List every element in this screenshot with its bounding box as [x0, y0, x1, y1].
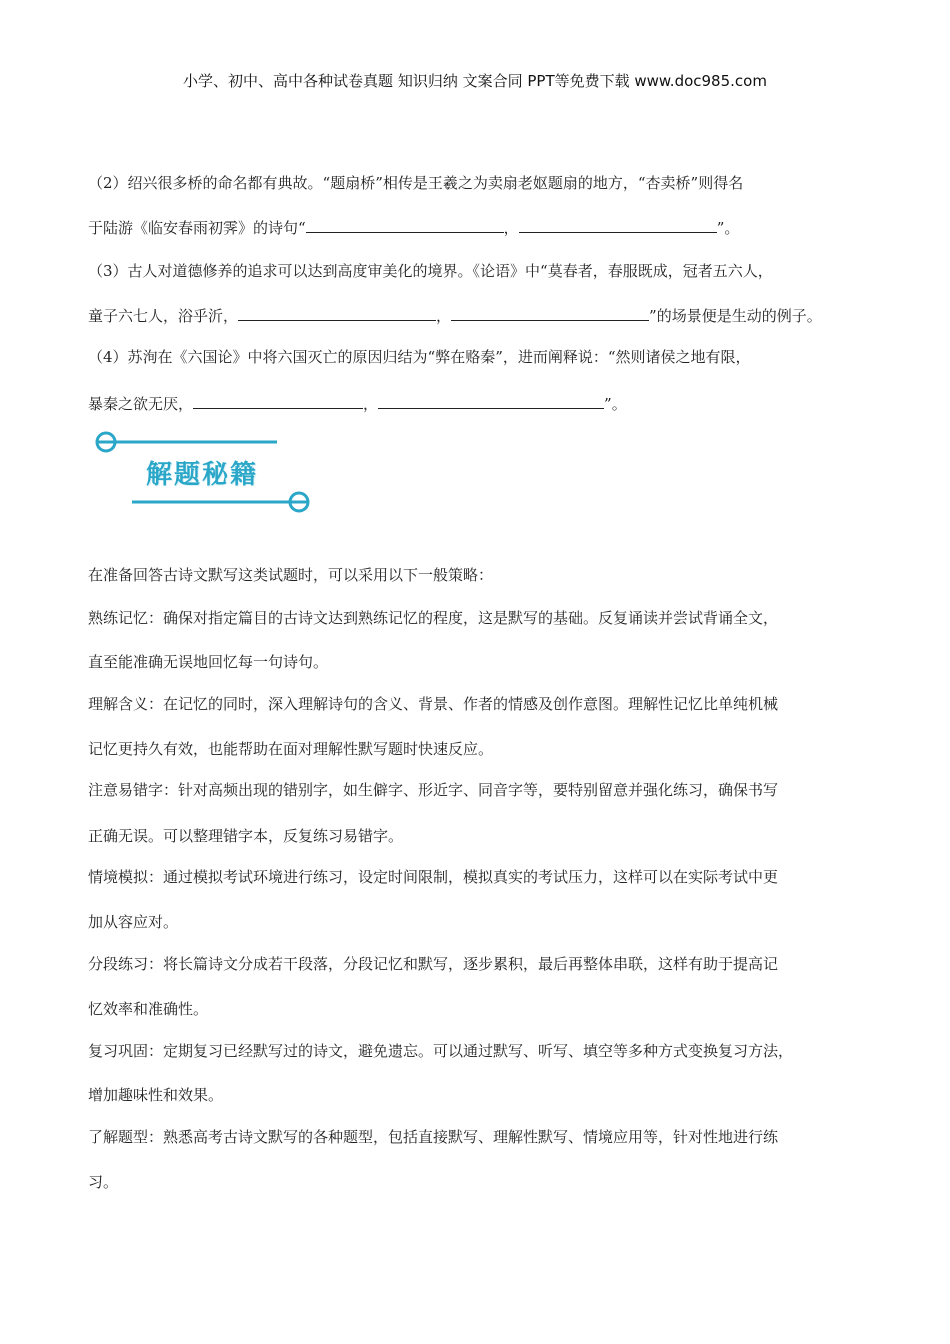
- answer-blank[interactable]: [378, 394, 604, 409]
- body-line: 直至能准确无误地回忆每一句诗句。: [88, 653, 329, 671]
- body-intro: 在准备回答古诗文默写这类试题时，可以采用以下一般策略：: [88, 566, 494, 584]
- answer-blank[interactable]: [451, 306, 649, 321]
- question-2-separator: ，: [503, 219, 519, 237]
- question-4-line-1: （4）苏洵在《六国论》中将六国灭亡的原因归结为“弊在赂秦”，进而阐释说：“然则诸侯之地有限，: [88, 348, 751, 366]
- question-4-line-2: [88, 393, 627, 415]
- answer-blank[interactable]: [519, 218, 717, 233]
- body-line: 加从容应对。: [88, 913, 179, 931]
- body-line: 习。: [88, 1173, 119, 1191]
- question-3-line-1: （3）古人对道德修养的追求可以达到高度审美化的境界。《论语》中“莫春者，春服既成，冠者五六人，: [88, 262, 773, 280]
- body-line: 理解含义：在记忆的同时，深入理解诗句的含义、背景、作者的情感及创作意图。理解性记忆比单纯机械: [88, 695, 779, 713]
- question-3-prefix: 童子六七人，浴乎沂，: [88, 307, 239, 325]
- question-2-line-2: [88, 217, 739, 239]
- answer-blank[interactable]: [306, 218, 504, 233]
- body-line: 熟练记忆：确保对指定篇目的古诗文达到熟练记忆的程度，这是默写的基础。反复诵读并尝试背诵全文，: [88, 609, 779, 627]
- question-4-prefix: 暴秦之欲无厌，: [88, 395, 194, 413]
- question-3-suffix: ”的场景便是生动的例子。: [649, 307, 822, 325]
- question-4-separator: ，: [363, 395, 379, 413]
- body-line: 增加趣味性和效果。: [88, 1086, 224, 1104]
- question-3-line-2: [88, 305, 822, 327]
- body-line: 注意易错字：针对高频出现的错别字，如生僻字、形近字、同音字等，要特别留意并强化练习，确保书写: [88, 781, 779, 799]
- section-title: 解题秘籍: [146, 460, 259, 490]
- body-line: 了解题型：熟悉高考古诗文默写的各种题型，包括直接默写、理解性默写、情境应用等，针对性地进行练: [88, 1128, 779, 1146]
- body-line: 分段练习：将长篇诗文分成若干段落，分段记忆和默写，逐步累积，最后再整体串联，这样有助于提高记: [88, 955, 779, 973]
- question-4-suffix: ”。: [604, 395, 627, 413]
- body-line: 情境模拟：通过模拟考试环境进行练习，设定时间限制，模拟真实的考试压力，这样可以在实际考试中更: [88, 868, 779, 886]
- answer-blank[interactable]: [238, 306, 436, 321]
- question-2-suffix: ”。: [716, 219, 740, 237]
- question-2-prefix: 于陆游《临安春雨初霁》的诗句“: [88, 219, 306, 237]
- question-2-line-1: （2）绍兴很多桥的命名都有典故。“题扇桥”相传是王羲之为卖扇老妪题扇的地方，“杏卖桥”则得名: [88, 174, 744, 192]
- body-line: 记忆更持久有效，也能帮助在面对理解性默写题时快速反应。: [88, 740, 494, 758]
- page-header-banner: 小学、初中、高中各种试卷真题 知识归纳 文案合同 PPT等免费下载 www.doc985.com: [183, 72, 767, 90]
- question-3-separator: ，: [436, 307, 452, 325]
- body-line: 忆效率和准确性。: [88, 1000, 209, 1018]
- body-line: 复习巩固：定期复习已经默写过的诗文，避免遗忘。可以通过默写、听写、填空等多种方式变换复习方法，: [88, 1042, 794, 1060]
- body-line: 正确无误。可以整理错字本，反复练习易错字。: [88, 827, 404, 845]
- answer-blank[interactable]: [193, 394, 363, 409]
